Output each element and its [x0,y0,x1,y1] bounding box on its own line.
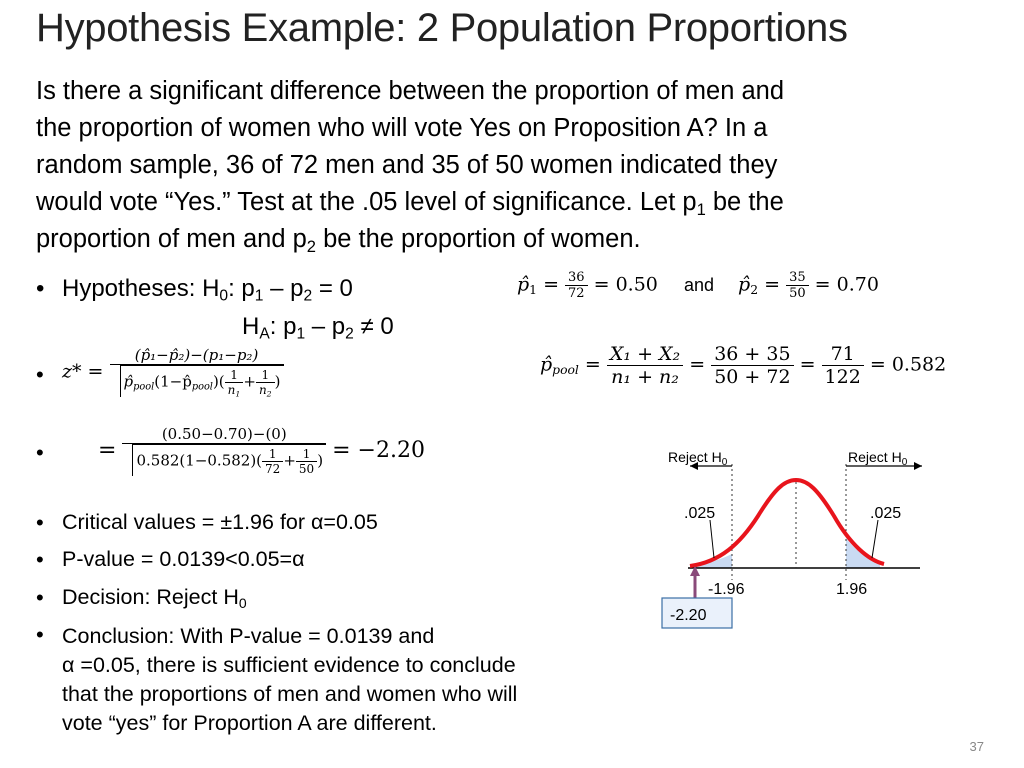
decision [62,585,247,610]
bullet-dot: • [36,440,44,465]
fraction-denominator: 72 [568,286,585,301]
subscript: 1 [254,287,264,305]
fraction-numerator: (p̂₁−p̂₂)−(p₁−p₂) [110,346,284,365]
den-text: ) [274,372,281,391]
intro-text: would vote “Yes.” Test at the .05 level of significance. Let p [36,188,697,216]
z-lhs: z* = [62,360,104,383]
rejection-region-diagram [650,440,950,640]
bullet-dot: • [36,585,44,610]
conclusion-line: Conclusion: With P-value = 0.0139 and [62,624,435,648]
conclusion-line: vote “yes” for Proportion A are different. [62,711,437,735]
den-text: )( [212,372,225,391]
hyp-text: ≠ 0 [353,313,394,340]
intro-text: be the proportion of women. [315,225,641,253]
pool-fraction-2 [711,343,793,388]
subscript: 2 [345,325,354,343]
den-text: ) [317,451,324,470]
subscript: 2 [303,287,313,305]
hyp-text: H [242,313,260,340]
tail-pointer-left [710,520,714,558]
decision-text: Decision: Reject H [62,585,239,609]
hypotheses-h0 [62,275,353,303]
subscript: 1 [296,325,306,343]
fraction-denominator: 0.582(1−0.582)( $\frac{1}{72}$ + $\frac{1}{50}$ ) [132,444,326,476]
hyp-text: : p [269,313,297,340]
subscript: 1 [696,199,706,219]
conclusion-line: that the proportions of men and women who will [62,682,518,706]
bullet-dot: • [36,275,45,302]
z-formula-fraction [110,346,284,397]
intro-text: proportion of men and p [36,225,307,253]
fraction-denominator: 50 [789,286,806,301]
den-text: (1−p̂ [154,372,192,391]
reject-label-right: Reject $H_0$ [848,449,908,468]
inv-n-fraction: $\frac{1}{n_2}$ [256,368,275,397]
arrowhead-icon [914,462,922,470]
pool-fraction-1 [607,343,683,388]
fraction-denominator: n₁ + n₂ [611,366,679,388]
intro-line: random sample, 36 of 72 men and 35 of 50 women indicated they [36,151,778,179]
pool-fraction-3 [822,343,864,388]
phat1-value: = 0.50 [593,273,658,296]
critical-value-left: -1.96 [708,581,745,598]
critical-value-right: 1.96 [836,581,868,598]
intro-text: be the [705,188,784,216]
phat2-value: = 0.70 [814,273,879,296]
p-value: P-value = 0.0139<0.05=α [62,547,305,571]
subscript: pool [133,381,155,393]
hyp-text: Hypotheses: H [62,275,220,302]
hyp-text: – p [263,275,304,302]
critical-values: Critical values = ±1.96 for α=0.05 [62,510,378,534]
hyp-text: : p [228,275,255,302]
tail-area-right: .025 [870,505,902,522]
fraction-denominator: $p̂_{pool}(1-p̂_{pool})$( $\frac{1}{n_1}$ + $\frac{1}{n_2}$ ) [120,365,284,397]
subscript: 2 [306,236,316,256]
fraction-numerator: 71 [822,343,864,366]
inv-n-fraction: $\frac{1}{50}$ [296,447,317,476]
subscript: 0 [238,595,247,612]
intro-line: the proportion of women who will vote Yes on Proposition A? In a [36,114,768,142]
fraction-denominator: 50 + 72 [714,366,791,388]
fraction-numerator: X₁ + X₂ [607,343,683,366]
inv-n-fraction: $\frac{1}{n_1}$ [225,368,244,397]
and-text: and [683,274,714,295]
tail-pointer-right [872,520,878,558]
phat2-fraction [786,270,809,301]
bullet-dot: • [36,510,44,535]
fraction-numerator: 36 [565,270,588,286]
page-title: Hypothesis Example: 2 Population Proportions [36,6,848,50]
fraction-numerator: 36 + 35 [711,343,793,366]
test-statistic-value: -2.20 [670,607,707,624]
bullet-dot: • [36,362,44,387]
z-calculation [98,425,425,476]
subscript: A [259,325,270,343]
phat-values: $p̂_1$ = $\frac{36}{72}$ = 0.50 and $p̂_2$ = $\frac{35}{50}$ = 0.70 [517,270,879,301]
pool-result: = 0.582 [869,353,947,376]
hyp-text: – p [305,313,346,340]
page-number: 37 [969,739,984,754]
problem-statement [36,73,996,258]
subscript: 0 [219,287,229,305]
hypotheses-ha [242,313,394,341]
fraction-denominator: 122 [824,366,861,388]
pooled-proportion: $p̂_{pool}$ = $\frac{\text{X₁ + X₂}}{\text{n₁ + n₂}}$ = $\frac{36 + 35}{50 + 72}$ = $\frac{71}{122}$ = 0.582 [540,343,947,388]
inv-n-fraction: $\frac{1}{72}$ [262,447,283,476]
tail-area-left: .025 [684,505,716,522]
z-calc-lhs: = [98,438,117,463]
phat1-fraction [565,270,588,301]
fraction-numerator: (0.50−0.70)−(0) [122,425,326,444]
intro-line: Is there a significant difference between the proportion of men and [36,77,785,105]
z-formula [62,346,284,397]
bullet-dot: • [36,547,44,572]
z-result: = −2.20 [332,438,425,463]
den-text: 0.582(1−0.582)( [136,451,263,470]
reject-label-left: Reject $H_0$ [668,449,728,468]
subscript: pool [191,381,213,393]
fraction-numerator: 35 [786,270,809,286]
hyp-text: = 0 [312,275,353,302]
bullet-dot: • [36,622,44,647]
den-text: p̂ [123,372,134,391]
conclusion [62,622,662,738]
conclusion-line: α =0.05, there is sufficient evidence to conclude [62,653,516,677]
intro-line [36,184,996,221]
z-calc-fraction [122,425,326,476]
intro-line [36,221,996,258]
